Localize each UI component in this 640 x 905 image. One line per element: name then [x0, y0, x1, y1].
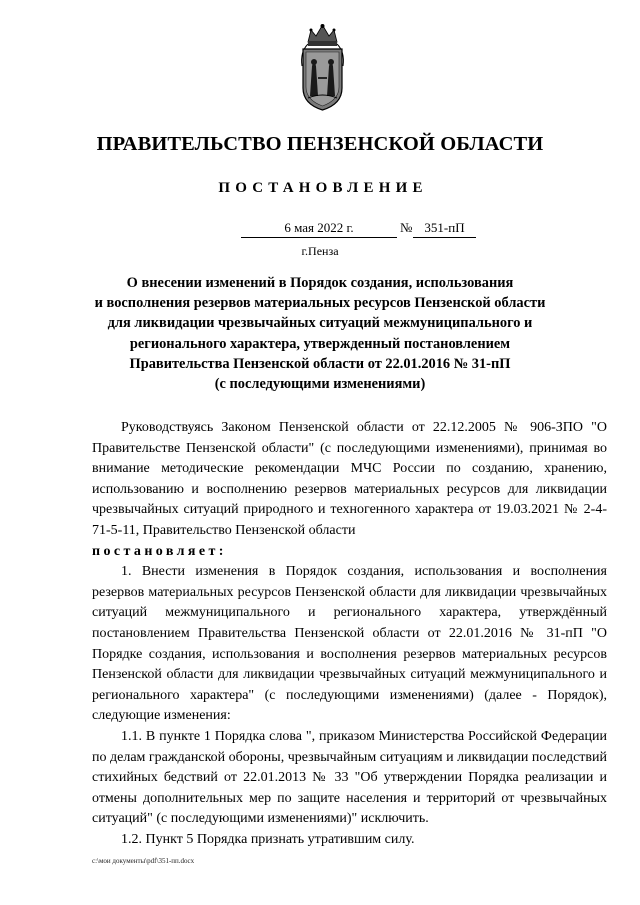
city: г.Пенза [301, 244, 339, 258]
title-line: и восполнения резервов материальных ресурсов Пензенской области [94, 295, 546, 312]
date-underline [241, 237, 397, 238]
organization-name: ПРАВИТЕЛЬСТВО ПЕНЗЕНСКОЙ ОБЛАСТИ [96, 133, 544, 155]
title-line: О внесении изменений в Порядок создания, использования [126, 275, 514, 291]
title-line: регионального характера, утвержденный постановлением [129, 335, 511, 352]
title-line: (с последующими изменениями) [214, 376, 426, 393]
resolution-word [92, 542, 607, 563]
document-title [70, 273, 570, 394]
document-date: 6 мая 2022 г. [284, 220, 354, 235]
item-1-1-paragraph: 1.1. В пункте 1 Порядка слова ", приказом Министерства Российской Федерации по делам гражданской обороны, чрезвычайным ситуациям и ликвидации последствий стихийных бедствий от 22.01.2013 № 33 "Об утверждении Порядка реализации и отмены дополнительных мер по защите населения и территорий от чрезвычайных ситуаций" (с последующими изменениями)" исключить. [92, 728, 607, 827]
title-line: Правительства Пензенской области от 22.01.2016 № 31-пП [129, 355, 511, 372]
document-body [92, 418, 607, 850]
number-sign: № [400, 220, 413, 235]
item-1-2-paragraph: 1.2. Пункт 5 Порядка признать утратившим силу. [121, 831, 415, 847]
file-path-footer: c:\мои документы\pdf\351-пп.docx [92, 857, 195, 865]
number-underline [413, 237, 476, 238]
coat-of-arms-icon [296, 22, 349, 114]
document-number: 351-пП [424, 220, 465, 235]
item-1-paragraph: 1. Внести изменения в Порядок создания, использования и восполнения резервов материальных ресурсов Пензенской области для ликвидации чрезвычайных ситуаций межмуниципального и регионального характера, утверждённый постановлением Правительства Пензенской области от 22.01.2016 № 31-пП "О Порядке создания, использования и восполнения резервов материальных ресурсов Пензенской области для ликвидации чрезвычайных ситуаций межмуниципального и регионального характера" (с последующими изменениями) (далее - Порядок), следующие изменения: [92, 564, 607, 724]
date-number-line [0, 220, 640, 240]
title-line: для ликвидации чрезвычайных ситуаций межмуниципального и [107, 315, 533, 332]
resolves-text: постановляет: [92, 543, 227, 559]
document-type: ПОСТАНОВЛЕНИЕ [218, 180, 428, 196]
preamble-paragraph: Руководствуясь Законом Пензенской области от 22.12.2005 № 906-ЗПО "О Правительстве Пензенской области" (с последующими изменениями), принимая во внимание методические рекомендации МЧС России по созданию, хранению, использованию и восполнению резервов материальных ресурсов для ликвидации чрезвычайных ситуаций природного и техногенного характера от 19.03.2021 № 2-4-71-5-11, Правительство Пензенской области [92, 420, 607, 538]
